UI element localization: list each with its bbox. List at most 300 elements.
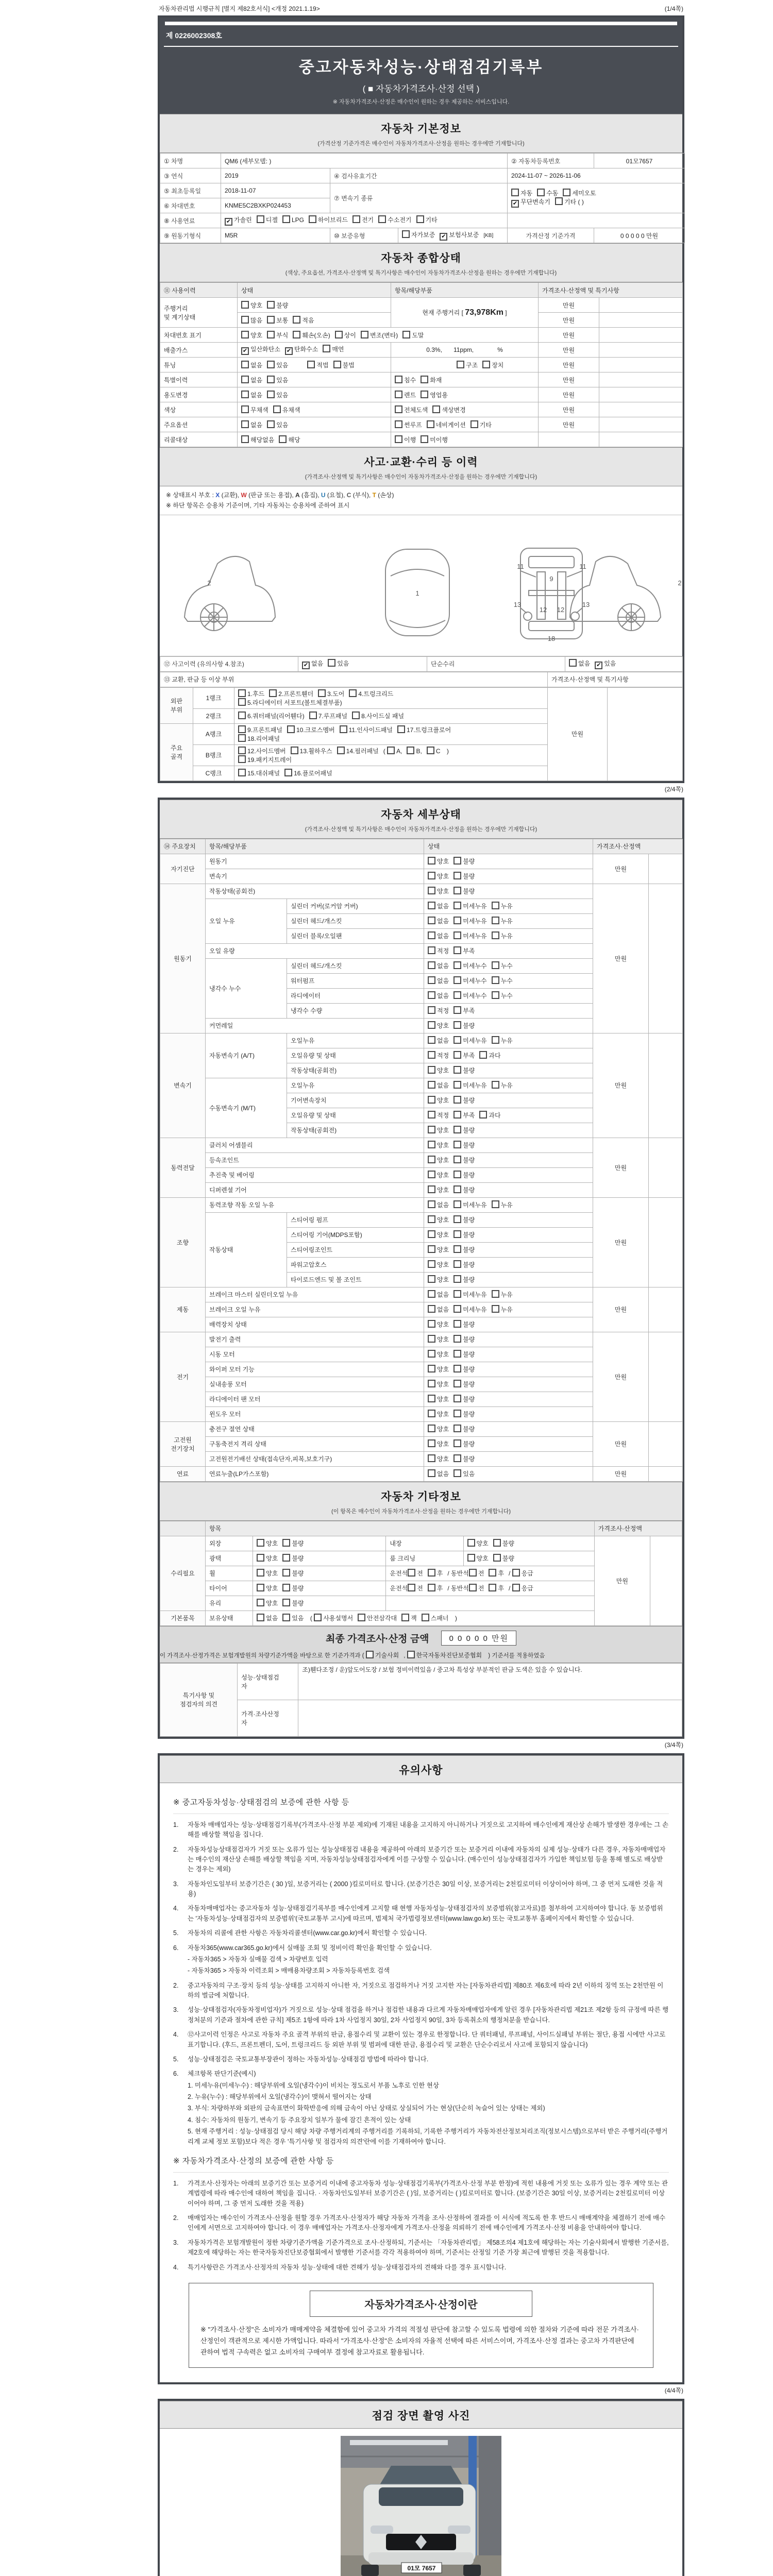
checkbox: 양호 xyxy=(428,1066,449,1075)
table-cell: 만원 xyxy=(539,358,599,372)
table-cell: 등속조인트 xyxy=(206,1153,424,1167)
checkbox: 불량 xyxy=(453,1126,475,1134)
table-cell: 제동 xyxy=(160,1287,206,1332)
notice-item: 1. 가격조사·산정자는 아래의 보증기간 또는 보증거리 이내에 중고자동차 성능·상태점검기록부(가격조사·산정 부분 한정)에 적힌 내용에 거짓 또는 오류가 있는 경우 계약 또는 관계법령에 따라 매수인에 대하여 책임을 집니다. · 자동차인도일부터 보증기간은 ( )일, 보증거리는 ( )킬로미터로 합니다. (보증기간은 30일 이상, 보증거리는 2천킬로미터 이상이어야 하며, 그 중 먼저 도래한 것을 적용) xyxy=(173,2179,668,2207)
section-title: 자동차 기본정보 xyxy=(381,123,461,135)
table-cell: 주요 골격 xyxy=(160,723,193,781)
table-cell: 운전석 전 후 / 동반석 전 후 / 응급 xyxy=(386,1566,594,1581)
checkbox: 미세누수 xyxy=(453,976,486,985)
table-cell xyxy=(238,298,391,313)
table-cell: 0.3%, 11ppm, % xyxy=(391,343,539,358)
car-diagram-numbers xyxy=(207,563,681,642)
checkbox: 미세누유 xyxy=(453,1290,486,1299)
checkbox: 불량 xyxy=(453,1260,475,1269)
checkbox: 양호 xyxy=(241,331,262,340)
notice-list-b xyxy=(173,2179,669,2273)
checkbox: 부식 xyxy=(267,331,288,340)
checkbox: 8.사이드실 패널 xyxy=(352,711,404,720)
table-cell: 만원 xyxy=(593,1033,649,1138)
checkbox: 적정 xyxy=(428,946,449,955)
table-cell: 항목/해당부품 xyxy=(206,839,424,854)
checkbox: ✔ 탄화수소 xyxy=(285,345,318,355)
table-cell: 동력전달 xyxy=(160,1138,206,1197)
checkbox: 양호 xyxy=(428,1215,449,1224)
table-cell xyxy=(391,387,539,402)
checkbox: 15.대쉬패널 xyxy=(238,769,280,777)
table-cell: 없음 있음 ( 사용설명서 안전삼각대 잭 스패너 ) xyxy=(253,1611,595,1625)
title-band-divider xyxy=(165,22,677,25)
checkbox: 전 xyxy=(408,1569,423,1578)
table-cell: 동력조향 작동 오일 누유 xyxy=(206,1197,424,1212)
checkbox: 적정 xyxy=(428,1051,449,1060)
table-cell xyxy=(391,402,539,417)
table-cell: 변속기 xyxy=(206,869,424,884)
table-cell xyxy=(599,417,683,432)
table-cell: 스티어링 펌프 xyxy=(287,1212,424,1227)
table-cell: 스티어링조인트 xyxy=(287,1242,424,1257)
checkbox: 없음 xyxy=(428,1305,449,1314)
checkbox: 응급 xyxy=(512,1569,533,1578)
checkbox: ✔ 무단변속기 xyxy=(511,197,550,208)
checkbox: 없음 xyxy=(428,931,449,940)
table-cell: ⑦ 변속기 종류 xyxy=(330,183,508,213)
table-cell: 작동상태(공회전) xyxy=(206,884,424,899)
notice-head-b: ※ 자동차가격조사·산정의 보증에 관한 사항 등 xyxy=(173,2155,669,2173)
table-cell xyxy=(599,402,683,417)
table-cell xyxy=(238,432,391,447)
table-cell xyxy=(599,313,683,328)
checkbox: 양호 xyxy=(428,1454,449,1463)
table-cell xyxy=(424,1436,593,1451)
checkbox: 스패너 xyxy=(422,1614,449,1622)
table-cell xyxy=(424,1197,593,1212)
table-cell: 현재 주행거리 [ 73,978Km ] xyxy=(391,298,539,328)
checkbox: 불량 xyxy=(453,1185,475,1194)
checkbox: 디젤 xyxy=(257,215,278,224)
table-cell xyxy=(424,1138,593,1153)
table-cell: 오일유량 및 상태 xyxy=(287,1108,424,1123)
checkbox: 미세누유 xyxy=(453,1081,486,1090)
section-basic-info xyxy=(160,114,682,153)
checkbox: 7.루프패널 xyxy=(309,711,347,720)
checkbox: 해당없음 xyxy=(241,435,274,444)
checkbox: 불량 xyxy=(453,1275,475,1284)
page-number-3: (3/4쪽) xyxy=(664,1741,683,1749)
checkbox: 불량 xyxy=(282,1554,304,1563)
table-cell: 유리 xyxy=(206,1596,253,1611)
table-cell: 만원 xyxy=(593,1197,649,1287)
svg-text:13: 13 xyxy=(582,600,590,608)
table-cell xyxy=(424,1302,593,1317)
table-cell: 디퍼렌셜 기어 xyxy=(206,1182,424,1197)
notice-item: 6. 자동차365(www.car365.go.kr)에서 실매물 조회 및 정비이력 확인을 확인할 수 있습니다. - 자동차365 > 자동차 실매물 검색 > 차량번호 입력 - 자동차365 > 자동차 이력조회 > 매매용차량조회 > 자동차등록번호 검색 xyxy=(173,1944,432,1975)
checkbox: 훼손(오손) xyxy=(293,331,330,340)
checkbox: 침수 xyxy=(395,376,416,384)
table-cell: 자가보증 ✔ 보험사보증 [KB] xyxy=(398,228,508,243)
table-cell xyxy=(649,1332,683,1421)
table-cell xyxy=(649,854,683,884)
table-cell xyxy=(391,358,539,372)
table-cell xyxy=(424,1347,593,1362)
checkbox: 있음 xyxy=(267,420,288,429)
checkbox: 보통 xyxy=(267,316,288,325)
checkbox: 매연 xyxy=(323,345,344,353)
checkbox: 화재 xyxy=(421,376,442,384)
svg-text:11: 11 xyxy=(579,562,586,570)
table-cell: 시동 모터 xyxy=(206,1347,424,1362)
table-cell: 운전석 전 후 / 동반석 전 후 / 응급 xyxy=(386,1581,594,1596)
checkbox: 불량 xyxy=(453,1066,475,1075)
basic-info-table xyxy=(160,153,682,243)
table-cell: 실내송풍 모터 xyxy=(206,1377,424,1392)
checkbox: ✔ 있음 xyxy=(595,659,616,669)
table-cell xyxy=(424,1227,593,1242)
checkbox: 없음 xyxy=(241,376,262,384)
explainer-body: ※ "가격조사·산정"은 소비자가 매매계약을 체결함에 있어 중고차 가격의 적절성 판단에 참고할 수 있도록 법령에 의한 절차와 기준에 따라 전문 가격조사·산정인이 객관적으로 제시한 가액입니다. 따라서 "가격조사·산정"은 소비자의 자율적 선택에 따른 서비스이며, 가격조사·산정 결과는 중고차 가격판단에 관하여 법적 구속력은 없고 소비자의 구매여부 결정에 참고자료로 활용됩니다. xyxy=(200,2325,639,2357)
checkbox: 불량 xyxy=(453,1021,475,1030)
svg-text:13: 13 xyxy=(513,600,522,608)
panel-rank-table xyxy=(160,687,682,781)
section-note: (가격산정 기준가격은 매수인이 자동차가격조사·산정을 원하는 경우에만 기재합니다) xyxy=(317,141,525,147)
checkbox: 유채색 xyxy=(273,405,300,414)
table-cell: ④ 검사유효기간 xyxy=(330,168,508,183)
table-cell: 단순수리 xyxy=(427,656,565,671)
checkbox: 불량 xyxy=(453,1454,475,1463)
table-cell: 가격조사·산정액 xyxy=(593,839,683,854)
page-4 xyxy=(158,2399,684,2576)
notice-item: 2. 자동차성능상태점검자가 거짓 또는 오류가 있는 성능상태점검 내용을 제공하여 아래의 보증기간 또는 보증거리 이내에 자동차의 실제 성능·상태가 다른 경우, 자동차매매업자는 매수인의 재산상 손해를 배상할 책임을 지며, 자동차성능상태점검자에게 이를 구상할 수 있습니다. (매수인이 성능상태점검자가 가입한 책임보험 등을 통해 별도로 배상받는 경우는 제외) xyxy=(173,1845,666,1873)
table-cell: 조향 xyxy=(160,1197,206,1287)
table-cell: 와이퍼 모터 기능 xyxy=(206,1362,424,1377)
table-cell xyxy=(424,1167,593,1182)
table-cell xyxy=(424,1123,593,1138)
checkbox: 썬루프 xyxy=(395,420,422,429)
table-cell xyxy=(424,958,593,973)
checkbox: 과다 xyxy=(479,1051,500,1060)
checkbox: 1.후드 xyxy=(238,689,264,698)
table-cell xyxy=(599,328,683,343)
section-note: (가격조사·산정액 및 특기사항은 매수인이 자동차가격조사·산정을 원하는 경우에만 기재합니다) xyxy=(305,826,537,833)
svg-text:9: 9 xyxy=(549,574,553,583)
table-cell xyxy=(599,343,683,358)
page-3 xyxy=(158,1753,684,2384)
notice-item: 2. 매매업자는 매수인이 가격조사·산정을 원할 경우 가격조사·산정자가 해당 자동차 가격을 조사·산정하여 결과를 이 서식에 적도록 한 후 반드시 매매계약을 체결하기 전에 매수인에게 서면으로 고지하여야 합니다. 이 경우 매매업자는 가격조사·산정자에게 가격조사·산정을 의뢰하기 전에 매수인에게 가격조사·산정 비용을 안내하여야 합니다. xyxy=(173,2214,666,2232)
table-cell: 외장 xyxy=(206,1536,253,1551)
table-cell: 항목/해당부품 xyxy=(391,283,539,298)
table-cell xyxy=(650,1536,682,1625)
checkbox: 불량 xyxy=(453,1365,475,1374)
checkbox: 해당 xyxy=(279,435,300,444)
checkbox: 없음 xyxy=(428,1469,449,1478)
checkbox: 있음 xyxy=(267,361,288,369)
checkbox: 미세누유 xyxy=(453,1305,486,1314)
checkbox: 양호 xyxy=(257,1554,278,1563)
table-cell xyxy=(424,1257,593,1272)
table-cell xyxy=(649,884,683,1033)
section-note: (색상, 주요옵션, 가격조사·산정액 및 특기사항은 매수인이 자동차가격조사·산정을 원하는 경우에만 기재합니다) xyxy=(285,270,557,276)
table-cell: 튜닝 xyxy=(160,358,238,372)
table-cell xyxy=(424,928,593,943)
table-cell: 만원 xyxy=(593,1332,649,1421)
license-plate: 01모 7657 xyxy=(407,2565,436,2572)
table-cell: 자기진단 xyxy=(160,854,206,884)
checkbox: 없음 xyxy=(428,902,449,910)
checkbox: 장치 xyxy=(482,361,503,369)
checkbox: 9.프론트패널 xyxy=(238,725,282,734)
checkbox: 없음 xyxy=(241,391,262,399)
checkbox: 후 xyxy=(428,1569,443,1578)
table-cell xyxy=(391,372,539,387)
table-cell: 수리필요 xyxy=(160,1536,206,1611)
table-cell xyxy=(234,766,548,781)
table-cell: ② 자동차등록번호 xyxy=(508,154,594,168)
checkbox: 자동 xyxy=(511,189,532,197)
table-cell xyxy=(253,1551,386,1566)
table-cell: 라디에이터 xyxy=(287,988,424,1003)
table-cell xyxy=(253,1596,386,1611)
checkbox: 후 xyxy=(428,1584,443,1592)
table-cell xyxy=(298,656,427,671)
table-cell: 스티어링 기어(MDPS포함) xyxy=(287,1227,424,1242)
table-cell xyxy=(238,402,391,417)
table-cell xyxy=(391,432,539,447)
checkbox: 불량 xyxy=(453,857,475,866)
table-cell xyxy=(424,1063,593,1078)
checkbox: 누유 xyxy=(492,1290,513,1299)
page-1 xyxy=(158,15,684,783)
table-cell xyxy=(221,213,508,228)
table-cell: ⑫ 사고이력 (유의사항 4.참조) xyxy=(160,656,298,671)
svg-text:2: 2 xyxy=(207,579,211,587)
form-reference-line xyxy=(158,3,684,15)
table-cell: B랭크 xyxy=(193,744,234,766)
table-cell: 1랭크 xyxy=(193,687,234,708)
table-cell: 배출가스 xyxy=(160,343,238,358)
table-cell: 12.사이드멤버 13.휠하우스 14.필러패널 ( A, B, C ) 19.패키지트레이 xyxy=(234,744,548,766)
checkbox: 변조(변타) xyxy=(361,331,398,340)
checkbox: 없음 xyxy=(241,361,262,369)
table-cell: 만원 xyxy=(594,1536,650,1625)
checkbox: 없음 xyxy=(569,659,590,668)
table-cell xyxy=(565,656,683,671)
table-cell xyxy=(424,1421,593,1436)
checkbox: 없음 xyxy=(428,1290,449,1299)
checkbox: 양호 xyxy=(428,1230,449,1239)
table-cell xyxy=(424,1048,593,1063)
document-subtitle: ( ■ 자동차가격조사·산정 선택 ) xyxy=(362,84,480,94)
table-cell: 만원 xyxy=(539,387,599,402)
checkbox: 후 xyxy=(489,1569,504,1578)
checkbox: 수동 xyxy=(537,189,558,197)
checkbox: 불량 xyxy=(453,1245,475,1254)
table-cell: 만원 xyxy=(539,313,599,328)
table-cell: 충전구 절연 상태 xyxy=(206,1421,424,1436)
checkbox: 양호 xyxy=(428,1021,449,1030)
table-cell: 수동변속기 (M/T) xyxy=(206,1078,287,1138)
table-cell: 실린더 커버(로커암 커버) xyxy=(287,899,424,913)
checkbox: 전기 xyxy=(352,215,374,224)
table-cell xyxy=(424,1242,593,1257)
checkbox: 양호 xyxy=(428,1335,449,1344)
checkbox: 세미오토 xyxy=(563,189,596,197)
checkbox: 전 xyxy=(469,1584,484,1592)
checkbox: 미세누수 xyxy=(453,991,486,1000)
section-title: 사고·교환·수리 등 이력 xyxy=(364,456,478,468)
checkbox: 없음 xyxy=(257,1614,278,1622)
table-cell: 변속기 xyxy=(160,1033,206,1138)
table-cell: 타이로드엔드 및 볼 조인트 xyxy=(287,1272,424,1287)
svg-text:12: 12 xyxy=(557,605,565,614)
final-price-amount: 0 0 0 0 0 만원 xyxy=(441,1631,516,1646)
document xyxy=(158,0,684,2576)
checkbox: 미세누유 xyxy=(453,931,486,940)
checkbox: 불량 xyxy=(453,1096,475,1105)
table-cell: 용도변경 xyxy=(160,387,238,402)
checkbox: 양호 xyxy=(428,1245,449,1254)
checkbox: 불량 xyxy=(453,1141,475,1149)
table-cell: 가격조사·산정액 및 특기사항 xyxy=(548,672,683,687)
table-cell xyxy=(649,1138,683,1197)
table-cell: 실린더 헤드/개스킷 xyxy=(287,958,424,973)
table-cell: 브레이크 오일 누유 xyxy=(206,1302,424,1317)
detail-state-table xyxy=(160,839,682,1482)
table-cell: ⑨ 원동기형식 xyxy=(160,228,221,243)
checkbox: 응급 xyxy=(512,1584,533,1592)
table-cell xyxy=(386,1596,594,1611)
table-cell: ⑩ 보증유형 xyxy=(330,228,398,243)
checkbox: 양호 xyxy=(428,1425,449,1433)
document-note: ※ 자동차가격조사·산정은 매수인이 원하는 경우 제공하는 서비스입니다. xyxy=(332,99,510,105)
checkbox: 불량 xyxy=(453,1171,475,1179)
table-cell: 만원 xyxy=(539,372,599,387)
table-cell: 가격조사·산정액 xyxy=(594,1521,682,1536)
document-number: 제 0226002308호 xyxy=(164,29,678,47)
table-cell xyxy=(424,1332,593,1347)
checkbox: 19.패키지트레이 xyxy=(238,755,292,764)
checkbox: 누유 xyxy=(492,1081,513,1090)
notice-item: 3. 성능·상태점검자(자동차정비업자)가 거짓으로 성능·상태 점검을 하거나 점검한 내용과 다르게 자동차매매업자에게 알린 경우 [자동차관리법 제21조 제2항 등의 규정에 따른 행정처분의 기준과 절차에 관한 규칙] 제5조 1항에 따라 1차 사업정지 30일, 2차 사업정지 90일, 3차 등록취소의 행정처분을 받습니다. xyxy=(173,2006,669,2024)
notice-item: 2. 중고자동차의 구조·장치 등의 성능·상태를 고지하지 아니한 자, 거짓으로 점검하거나 거짓 고지한 자는 [자동차관리법] 제80조 제6호에 따라 2년 이하의 징역 또는 2천만원 이하의 벌금에 처합니다. xyxy=(173,1981,664,1999)
table-cell xyxy=(424,943,593,958)
table-cell: 특별이력 xyxy=(160,372,238,387)
table-cell: 만원 xyxy=(539,417,599,432)
title-band xyxy=(160,18,682,114)
table-cell: 오일누유 xyxy=(287,1078,424,1093)
checkbox: 적정 xyxy=(428,1111,449,1120)
checkbox: 미세누유 xyxy=(453,1036,486,1045)
table-cell: 클러치 어셈블리 xyxy=(206,1138,424,1153)
checkbox: 불량 xyxy=(453,1380,475,1388)
checkbox: 양호 xyxy=(428,1380,449,1388)
table-cell: 오일누유 xyxy=(287,1033,424,1048)
table-cell: 외판 부위 xyxy=(160,687,193,723)
table-cell: A랭크 xyxy=(193,723,234,744)
checkbox: 전 xyxy=(469,1569,484,1578)
checkbox: 기타 ( ) xyxy=(555,197,584,206)
checkbox: 3.도어 xyxy=(318,689,344,698)
table-cell: 색상 xyxy=(160,402,238,417)
checkbox: 렌트 xyxy=(395,391,416,399)
checkbox: 불량 xyxy=(453,1425,475,1433)
checkbox: 상이 xyxy=(335,331,356,340)
checkbox: 양호 xyxy=(428,1350,449,1359)
checkbox: 누유 xyxy=(492,1305,513,1314)
checkbox: 11.인사이드패널 xyxy=(340,725,393,734)
table-cell: 만원 xyxy=(593,1287,649,1332)
checkbox: 양호 xyxy=(428,1320,449,1329)
table-cell: 0 0 0 0 0 만원 xyxy=(594,228,685,243)
checkbox: 4.트렁크리드 xyxy=(349,689,393,698)
table-cell: 고전원전기배선 상태(접속단자,피복,보호기구) xyxy=(206,1451,424,1466)
table-cell: 기본품목 xyxy=(160,1611,206,1625)
checkbox: 양호 xyxy=(428,1171,449,1179)
table-cell: C랭크 xyxy=(193,766,234,781)
checkbox: 16.플로어패널 xyxy=(284,769,332,777)
checkbox: 부족 xyxy=(453,1006,475,1015)
checkbox: 양호 xyxy=(428,1260,449,1269)
checkbox: 과다 xyxy=(479,1111,500,1120)
table-cell xyxy=(160,1521,206,1536)
checkbox: 불량 xyxy=(453,1395,475,1403)
checkbox: 불량 xyxy=(453,1320,475,1329)
checkbox: 있음 xyxy=(453,1469,475,1478)
state-code-legend xyxy=(160,486,682,515)
checkbox: 없음 xyxy=(428,917,449,925)
checkbox: 적정 xyxy=(428,1006,449,1015)
checkbox: 양호 xyxy=(257,1569,278,1578)
table-cell: 2018-11-07 xyxy=(221,183,330,198)
notice-item: 1. 자동차 매매업자는 성능·상태점검기록부(가격조사·산정 부분 제외)에 기재된 내용을 고지하지 아니하거나 거짓으로 고지하여 매수인에게 재산상 손해가 발생한 경우에는 그 손해를 배상할 책임을 집니다. xyxy=(173,1821,669,1839)
checkbox: 누유 xyxy=(492,902,513,910)
table-cell xyxy=(424,1272,593,1287)
checkbox: 불법 xyxy=(333,361,355,369)
table-cell: 냉각수 수량 xyxy=(287,1003,424,1018)
car-diagram-svg xyxy=(160,519,685,651)
table-cell: 추진축 및 베어링 xyxy=(206,1167,424,1182)
checkbox: 불량 xyxy=(282,1584,304,1592)
table-cell xyxy=(424,1033,593,1048)
table-cell: 만원 xyxy=(548,687,608,781)
checkbox: 미이행 xyxy=(421,435,448,444)
table-cell xyxy=(238,417,391,432)
checkbox: 양호 xyxy=(428,1365,449,1374)
checkbox: 없음 xyxy=(241,420,262,429)
table-cell: 만원 xyxy=(539,298,599,313)
checkbox: 양호 xyxy=(428,857,449,866)
notice-body xyxy=(160,1783,682,2382)
table-cell: 배력장치 상태 xyxy=(206,1317,424,1332)
svg-text:1: 1 xyxy=(415,589,419,597)
checkbox: 양호 xyxy=(257,1584,278,1592)
section-title: 자동차 세부상태 xyxy=(381,808,461,821)
table-cell xyxy=(649,1421,683,1466)
checkbox: 있음 xyxy=(282,1614,304,1622)
checkbox: LPG xyxy=(282,215,304,224)
table-cell: 작동상태(공회전) xyxy=(287,1063,424,1078)
final-price-label: 최종 가격조사·산정 금액 xyxy=(326,1633,429,1645)
table-cell: 만원 xyxy=(593,1466,649,1481)
checkbox: 미세누유 xyxy=(453,917,486,925)
table-cell xyxy=(234,708,548,723)
table-cell: 성능·상태점검 자 xyxy=(238,1663,298,1700)
price-survey-explainer xyxy=(189,2283,653,2368)
checkbox: 있음 xyxy=(267,391,288,399)
table-cell: ⑤ 최초등록일 xyxy=(160,183,221,198)
table-cell: 룸 크리닝 xyxy=(386,1551,463,1566)
checkbox: C xyxy=(427,747,441,755)
table-cell xyxy=(234,687,548,708)
svg-text:11: 11 xyxy=(517,562,524,570)
